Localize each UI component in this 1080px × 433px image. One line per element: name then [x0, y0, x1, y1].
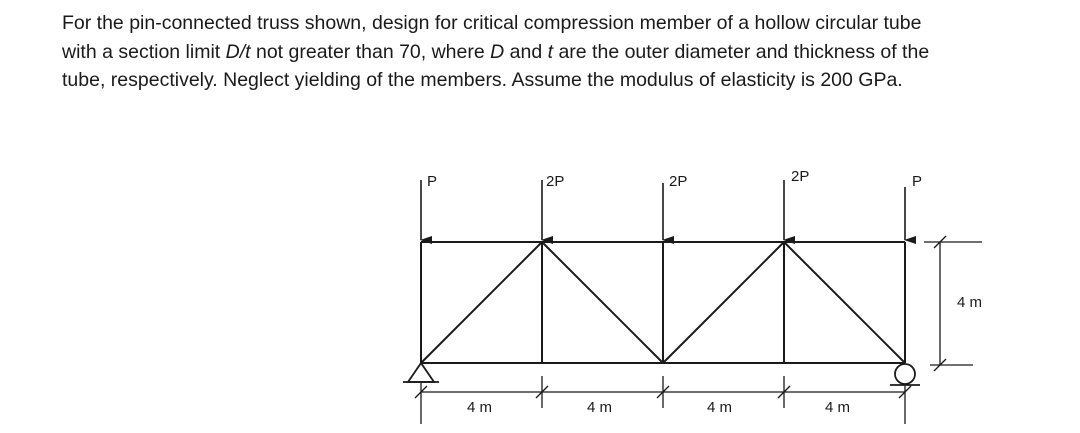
span-label-1: 4 m [467, 399, 493, 416]
load-label-4: 2P [791, 168, 810, 185]
diagonal-member-4 [784, 242, 905, 363]
truss-members [421, 242, 905, 363]
problem-line-2-text-b: not greater than 70, where [250, 40, 491, 63]
diameter-symbol: D [490, 40, 505, 63]
load-labels [427, 168, 922, 190]
load-label-2: 2P [546, 173, 565, 190]
ratio-symbol: D/t [225, 40, 251, 63]
height-label: 4 m [957, 294, 983, 311]
diagonal-member-3 [663, 242, 784, 363]
span-labels [467, 399, 850, 416]
roller-circle [895, 364, 915, 384]
problem-line-3: tube, respectively. Neglect yielding of the members. Assume the modulus of elasticity is 200 GPa. [62, 69, 903, 91]
problem-line-2-text-c: and [504, 40, 548, 63]
load-label-5: P [912, 173, 923, 190]
span-label-4: 4 m [825, 399, 851, 416]
pin-support [403, 363, 439, 382]
problem-line-2-text-a: with a section limit [62, 40, 226, 63]
load-label-3: 2P [669, 173, 688, 190]
span-label-3: 4 m [707, 399, 733, 416]
load-arrows [421, 180, 905, 240]
problem-line-2-text-d: are the outer diameter and thickness of the [553, 40, 930, 63]
load-label-1: P [427, 173, 438, 190]
problem-line-1: For the pin-connected truss shown, design for critical compression member of a hollow circular tube [62, 12, 922, 34]
diagonal-member-1 [421, 242, 542, 363]
thickness-symbol: t [547, 40, 554, 63]
pin-support-triangle [408, 363, 434, 382]
span-label-2: 4 m [587, 399, 613, 416]
diagonal-member-2 [542, 242, 663, 363]
roller-support [890, 364, 920, 385]
